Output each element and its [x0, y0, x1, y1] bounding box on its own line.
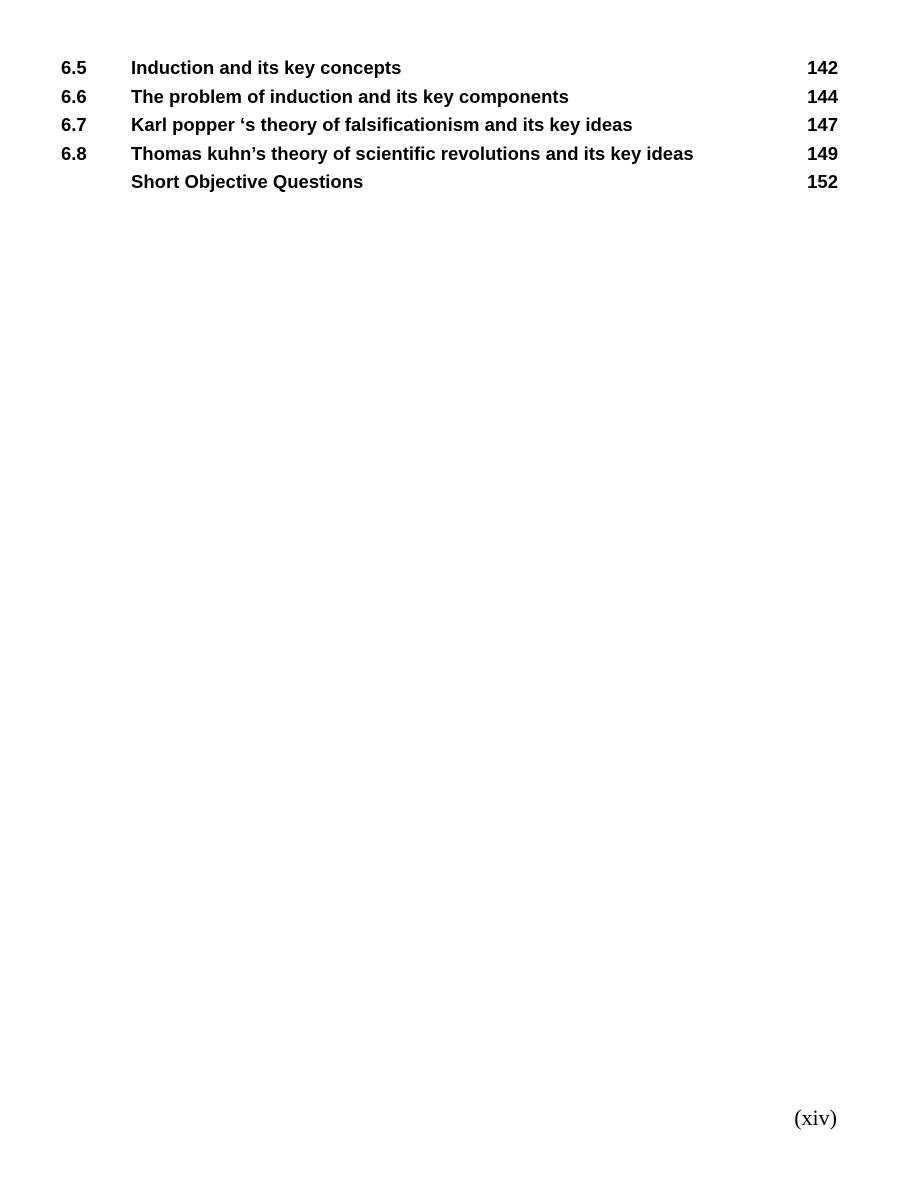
- toc-entry[interactable]: [61, 169, 838, 198]
- toc-entry-page: 152: [807, 171, 838, 192]
- toc-entry-title: Short Objective Questions: [131, 171, 364, 192]
- toc-entry-title: The problem of induction and its key components: [131, 85, 569, 107]
- toc-entry-title: Induction and its key concepts: [131, 57, 402, 78]
- toc-entry[interactable]: [61, 112, 838, 141]
- toc-entry[interactable]: [61, 84, 838, 113]
- toc-entry-page: 147: [807, 114, 838, 135]
- toc-entry-page: 149: [807, 142, 838, 164]
- toc-entry-number: 6.8: [61, 142, 87, 164]
- toc-entry[interactable]: [61, 55, 838, 84]
- toc-entry-page: 144: [807, 85, 838, 107]
- toc-entry-number: 6.6: [61, 85, 87, 107]
- toc-entry-page: 142: [807, 57, 838, 78]
- table-of-contents: [61, 55, 838, 198]
- page-number: (xiv): [794, 1105, 837, 1130]
- toc-entry[interactable]: [61, 141, 838, 170]
- toc-entry-number: 6.5: [61, 57, 87, 78]
- toc-entry-title: Thomas kuhn’s theory of scientific revolutions and its key ideas: [131, 142, 694, 164]
- toc-entry-number: 6.7: [61, 114, 87, 135]
- toc-entry-title: Karl popper ‘s theory of falsificationism and its key ideas: [131, 114, 633, 135]
